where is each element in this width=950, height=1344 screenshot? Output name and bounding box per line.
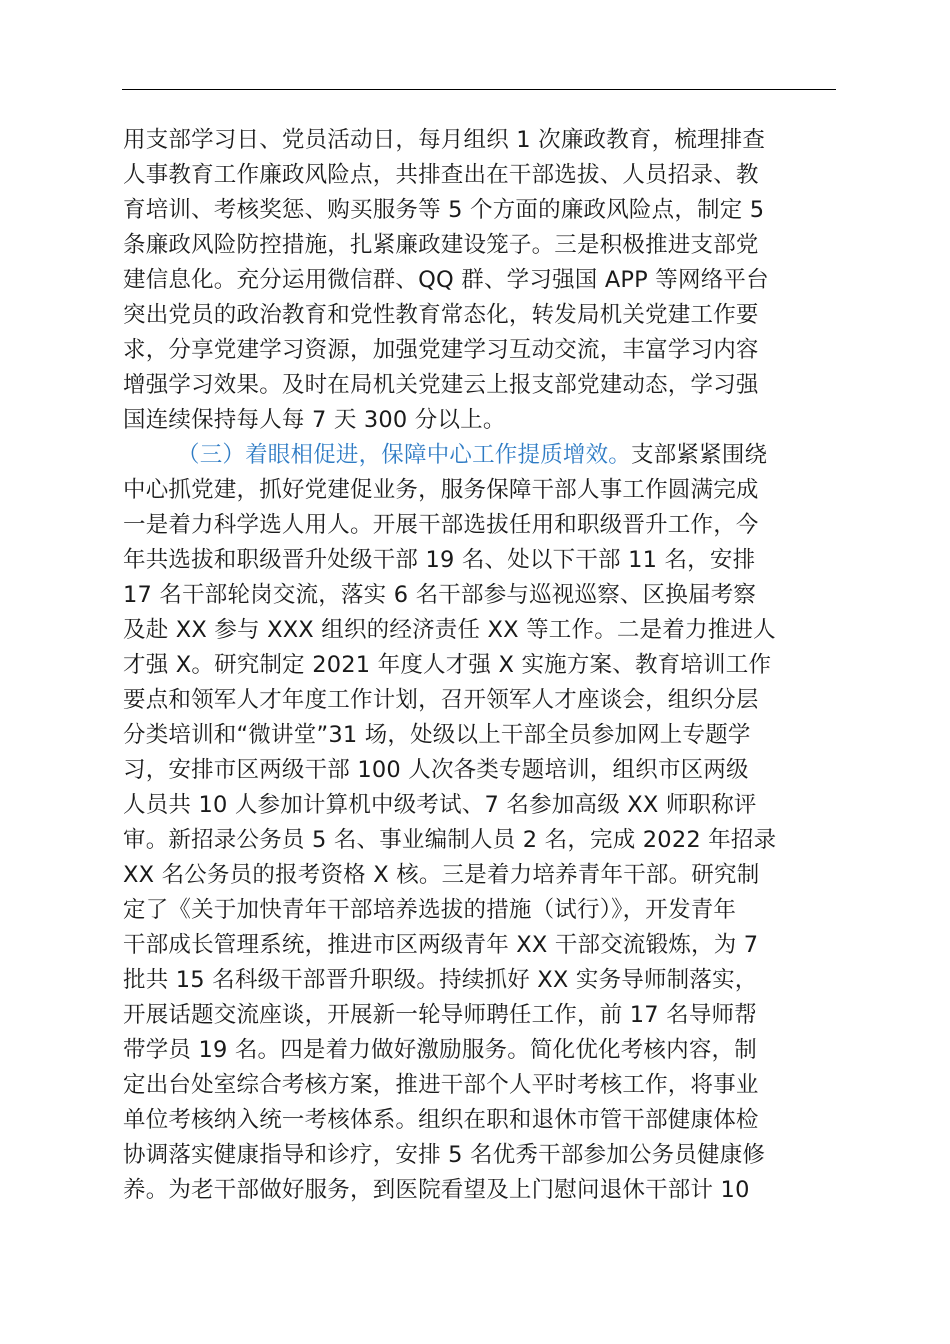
text-line: 开展话题交流座谈，开展新一轮导师聘任工作，前 17 名导师帮 xyxy=(123,1002,757,1028)
text-line: 干部成长管理系统，推进市区两级青年 XX 干部交流锻炼，为 7 xyxy=(123,932,759,958)
text-line: 条廉政风险防控措施，扎紧廉政建设笼子。三是积极推进支部党 xyxy=(123,232,759,258)
text-line: 审。新招录公务员 5 名、事业编制人员 2 名，完成 2022 年招录 xyxy=(123,827,777,853)
text-line: 求，分享党建学习资源，加强党建学习互动交流，丰富学习内容 xyxy=(123,337,759,363)
text-line: 建信息化。充分运用微信群、QQ 群、学习强国 APP 等网络平台 xyxy=(123,267,769,293)
section-heading-continuation: 支部紧紧围绕 xyxy=(631,442,768,468)
text-line: 养。为老干部做好服务，到医院看望及上门慰问退休干部计 10 xyxy=(123,1177,750,1203)
text-line: 人员共 10 人参加计算机中级考试、7 名参加高级 XX 师职称评 xyxy=(123,792,757,818)
text-line: 才强 X。研究制定 2021 年度人才强 X 实施方案、教育培训工作 xyxy=(123,652,772,678)
text-line: 突出党员的政治教育和党性教育常态化，转发局机关党建工作要 xyxy=(123,302,759,328)
text-line: 协调落实健康指导和诊疗，安排 5 名优秀干部参加公务员健康修 xyxy=(123,1142,766,1168)
text-line: 习，安排市区两级干部 100 人次各类专题培训，组织市区两级 xyxy=(123,757,749,783)
text-line: 人事教育工作廉政风险点，共排查出在干部选拔、人员招录、教 xyxy=(123,162,759,188)
text-line: 分类培训和“微讲堂”31 场，处级以上干部全员参加网上专题学 xyxy=(123,722,751,748)
text-line: 及赴 XX 参与 XXX 组织的经济责任 XX 等工作。二是着力推进人 xyxy=(123,617,776,643)
text-line: 带学员 19 名。四是着力做好激励服务。简化优化考核内容，制 xyxy=(123,1037,757,1063)
text-line: 一是着力科学选人用人。开展干部选拔任用和职级晋升工作，今 xyxy=(123,512,759,538)
section-heading-line xyxy=(123,438,839,473)
body-text xyxy=(123,123,839,1208)
text-line: 国连续保持每人每 7 天 300 分以上。 xyxy=(123,407,506,433)
text-line: 17 名干部轮岗交流，落实 6 名干部参与巡视巡察、区换届考察 xyxy=(123,582,757,608)
section-heading: （三）着眼相促进，保障中心工作提质增效。 xyxy=(177,442,632,468)
text-line: 单位考核纳入统一考核体系。组织在职和退休市管干部健康体检 xyxy=(123,1107,759,1133)
text-line: 年共选拔和职级晋升处级干部 19 名、处以下干部 11 名，安排 xyxy=(123,547,756,573)
text-line: 定了《关于加快青年干部培养选拔的措施（试行）》，开发青年 xyxy=(123,897,737,923)
header-rule xyxy=(122,89,836,90)
text-line: 增强学习效果。及时在局机关党建云上报支部党建动态，学习强 xyxy=(123,372,759,398)
text-line: 育培训、考核奖惩、购买服务等 5 个方面的廉政风险点，制定 5 xyxy=(123,197,765,223)
text-line: 定出台处室综合考核方案，推进干部个人平时考核工作，将事业 xyxy=(123,1072,759,1098)
text-line: 中心抓党建，抓好党建促业务，服务保障干部人事工作圆满完成 xyxy=(123,477,759,503)
text-line: 批共 15 名科级干部晋升职级。持续抓好 XX 实务导师制落实， xyxy=(123,967,758,993)
text-line: XX 名公务员的报考资格 X 核。三是着力培养青年干部。研究制 xyxy=(123,862,760,888)
text-line: 要点和领军人才年度工作计划，召开领军人才座谈会，组织分层 xyxy=(123,687,759,713)
text-line: 用支部学习日、党员活动日，每月组织 1 次廉政教育，梳理排查 xyxy=(123,127,766,153)
